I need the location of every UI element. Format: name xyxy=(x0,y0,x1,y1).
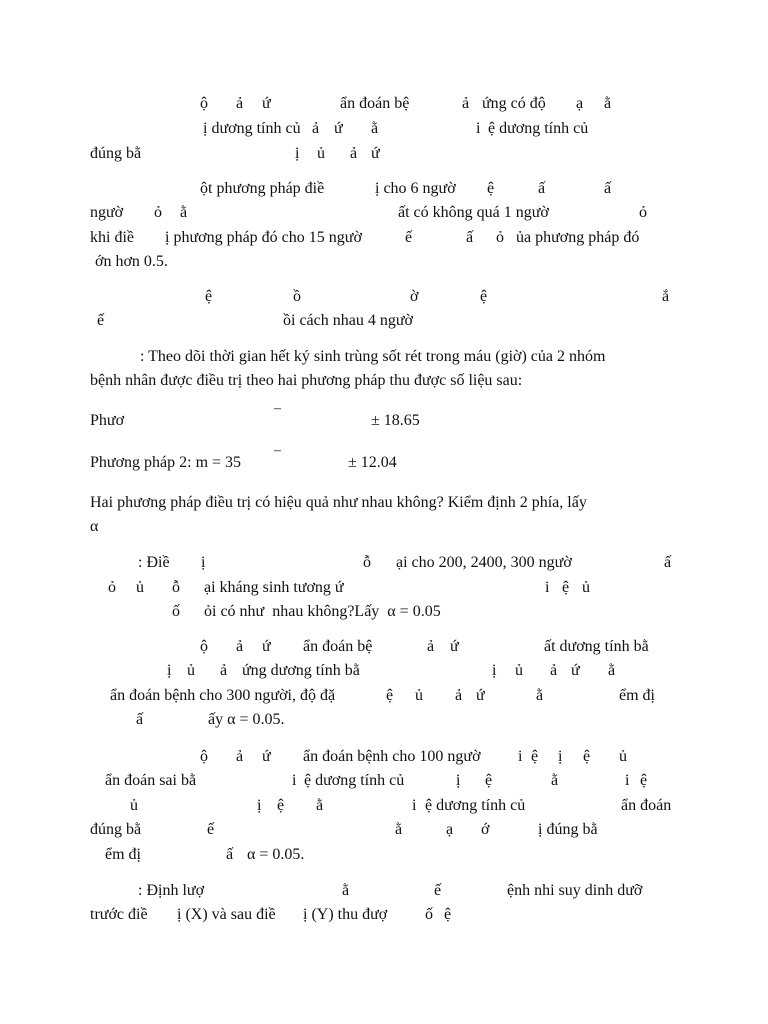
text-fragment: ệ dương tính củ xyxy=(488,120,589,137)
text-fragment: ả xyxy=(550,662,558,679)
text-fragment: ủ xyxy=(187,662,195,679)
text-fragment: α = 0.05. xyxy=(247,846,305,863)
text-fragment: ẩn đoán sai bằ xyxy=(105,772,197,789)
text-fragment: ế xyxy=(97,312,105,329)
text-fragment: i xyxy=(545,579,550,596)
text-fragment: ểm đị xyxy=(619,687,655,704)
text-fragment: ệ xyxy=(487,180,495,197)
text-fragment: khi điề xyxy=(90,229,134,246)
text-fragment: ủ xyxy=(415,687,423,704)
text-fragment: ế xyxy=(405,229,413,246)
text-fragment: ộ xyxy=(200,748,208,765)
text-fragment: ế xyxy=(207,821,215,838)
text-fragment: ằ xyxy=(536,687,544,704)
text-fragment: ủ xyxy=(582,579,590,596)
text-fragment: ằ xyxy=(604,95,612,112)
overbar-symbol: – xyxy=(274,443,281,458)
text-fragment: ị xyxy=(167,662,172,679)
text-fragment: ất dương tính bằ xyxy=(544,638,649,655)
text-fragment: ủa phương pháp đó xyxy=(516,229,640,246)
text-fragment: i xyxy=(518,748,523,765)
text-fragment: i xyxy=(476,120,481,137)
text-fragment: ố xyxy=(425,906,433,923)
text-fragment: ệ xyxy=(277,797,285,814)
text-fragment: ột phương pháp điề xyxy=(200,180,325,197)
text-fragment: ộ xyxy=(200,95,208,112)
text-fragment: trước điề xyxy=(90,906,148,923)
text-fragment: ạ xyxy=(446,821,454,838)
text-fragment: ệ xyxy=(485,772,493,789)
text-fragment: ằ xyxy=(551,772,559,789)
text-fragment: bệnh nhân được điều trị theo hai phương pháp thu được số liệu sau: xyxy=(90,372,523,389)
text-fragment: ủ xyxy=(130,797,138,814)
text-fragment: ỗ xyxy=(363,554,371,571)
text-fragment: ỏi có như nhau không?Lấy α = 0.05 xyxy=(204,603,441,620)
text-fragment: ị (X) và sau điề xyxy=(177,906,276,923)
text-fragment: ứ xyxy=(571,662,580,679)
text-fragment: ỏ xyxy=(639,204,647,221)
text-fragment: ị cho 6 ngườ xyxy=(375,180,456,197)
text-fragment: ại cho 200, 2400, 300 ngườ xyxy=(396,554,572,571)
text-fragment: ệ xyxy=(480,288,488,305)
text-fragment: ± 12.04 xyxy=(348,454,397,471)
text-fragment: ằ xyxy=(316,797,324,814)
text-fragment: đúng bằ xyxy=(90,145,142,162)
text-fragment: ủ xyxy=(136,579,144,596)
text-fragment: ị xyxy=(295,145,300,162)
text-fragment: ẩn đoán bệnh cho 100 ngườ xyxy=(303,748,481,765)
text-fragment: ấ xyxy=(466,229,474,246)
text-fragment: ỏ xyxy=(496,229,504,246)
text-fragment: i xyxy=(292,772,297,789)
text-fragment: ứ xyxy=(334,120,343,137)
text-fragment: ệ dương tính củ xyxy=(425,797,526,814)
overbar-symbol: – xyxy=(274,401,281,416)
text-fragment: : Định lượ xyxy=(138,882,205,899)
text-fragment: ị xyxy=(257,797,262,814)
text-fragment: ả xyxy=(455,687,463,704)
text-fragment: ất có không quá 1 ngườ xyxy=(398,204,549,221)
text-fragment: ả xyxy=(236,95,244,112)
text-fragment: ẩn đoán bệ xyxy=(340,95,410,112)
text-fragment: ớ xyxy=(481,821,490,838)
text-fragment: ằ xyxy=(371,120,379,137)
text-fragment: đúng bằ xyxy=(90,821,142,838)
text-fragment: ấ xyxy=(538,180,546,197)
text-fragment: ả xyxy=(220,662,228,679)
text-fragment: ồi cách nhau 4 ngườ xyxy=(283,312,413,329)
text-fragment: ồ xyxy=(293,288,301,305)
text-fragment: Hai phương pháp điều trị có hiệu quả như nhau không? Kiểm định 2 phía, lấy xyxy=(90,494,587,511)
text-fragment: ả xyxy=(350,145,358,162)
text-fragment: ị (Y) thu đượ xyxy=(303,906,388,923)
text-fragment: ệ xyxy=(562,579,570,596)
text-fragment: ấ xyxy=(604,180,612,197)
text-fragment: ố xyxy=(172,603,180,620)
text-fragment: α xyxy=(90,518,99,535)
text-fragment: ằ xyxy=(395,821,403,838)
text-fragment: ỗ xyxy=(172,579,180,596)
text-fragment: ạ xyxy=(576,95,584,112)
text-fragment: Phươ xyxy=(90,412,125,429)
text-fragment: ấ xyxy=(664,554,672,571)
text-fragment: ứ xyxy=(476,687,485,704)
text-fragment: ị xyxy=(558,748,563,765)
text-fragment: ủ xyxy=(515,662,523,679)
text-fragment: ± 18.65 xyxy=(371,412,420,429)
text-fragment: ểm đị xyxy=(105,846,141,863)
text-fragment: ẩn đoán xyxy=(621,797,672,814)
text-fragment: ấ xyxy=(226,846,234,863)
text-fragment: ả xyxy=(312,120,320,137)
text-fragment: ệ xyxy=(583,748,591,765)
text-fragment: ằ xyxy=(342,882,350,899)
text-fragment: ứ xyxy=(371,145,380,162)
text-fragment: : Theo dõi thời gian hết ký sinh trùng sốt rét trong máu (giờ) của 2 nhóm xyxy=(140,348,606,365)
text-fragment: ằ xyxy=(180,204,188,221)
text-fragment: ứng có độ xyxy=(482,95,546,112)
text-fragment: ệ xyxy=(205,288,213,305)
text-fragment: ộ xyxy=(200,638,208,655)
text-fragment: ờ xyxy=(410,288,419,305)
text-fragment: ớn hơn 0.5. xyxy=(95,253,168,270)
text-fragment: ằ xyxy=(608,662,616,679)
text-fragment: ứ xyxy=(450,638,459,655)
text-fragment: ứng dương tính bằ xyxy=(242,662,360,679)
text-fragment: ả xyxy=(236,748,244,765)
text-fragment: ệnh nhi suy dinh dưỡ xyxy=(507,882,643,899)
text-fragment: ệ xyxy=(386,687,394,704)
text-fragment: Phương pháp 2: m = 35 xyxy=(90,454,242,471)
text-fragment: ệ dương tính củ xyxy=(304,772,405,789)
text-fragment: i xyxy=(625,772,630,789)
text-fragment: ế xyxy=(434,882,442,899)
text-fragment: ả xyxy=(462,95,470,112)
text-fragment: ị phương pháp đó cho 15 ngườ xyxy=(165,229,362,246)
text-fragment: ứ xyxy=(262,748,271,765)
text-fragment: ứ xyxy=(262,638,271,655)
text-fragment: ị đúng bằ xyxy=(538,821,598,838)
text-fragment: ỏ xyxy=(154,204,162,221)
text-fragment: ẩn đoán bệ xyxy=(303,638,373,655)
text-fragment: ả xyxy=(236,638,244,655)
text-fragment: ệ xyxy=(640,772,648,789)
text-fragment: ả xyxy=(427,638,435,655)
text-fragment: ị xyxy=(201,554,206,571)
text-fragment: ủ xyxy=(619,748,627,765)
text-fragment: ấ xyxy=(136,711,144,728)
text-fragment: ngườ xyxy=(90,204,124,221)
text-fragment: ị xyxy=(456,772,461,789)
text-fragment: ấy α = 0.05. xyxy=(208,711,285,728)
text-fragment: ứ xyxy=(262,95,271,112)
text-fragment: ị dương tính củ xyxy=(203,120,301,137)
text-fragment: ỏ xyxy=(108,579,116,596)
text-fragment: ẩn đoán bệnh cho 300 người, độ đặ xyxy=(110,687,336,704)
text-fragment: ị xyxy=(492,662,497,679)
text-fragment: ệ xyxy=(444,906,452,923)
text-fragment: ệ xyxy=(531,748,539,765)
text-fragment: ại kháng sinh tương ứ xyxy=(204,579,344,596)
text-fragment: i xyxy=(412,797,417,814)
text-fragment: ủ xyxy=(317,145,325,162)
text-fragment: ắ xyxy=(662,288,670,305)
text-fragment: : Điề xyxy=(138,554,170,571)
